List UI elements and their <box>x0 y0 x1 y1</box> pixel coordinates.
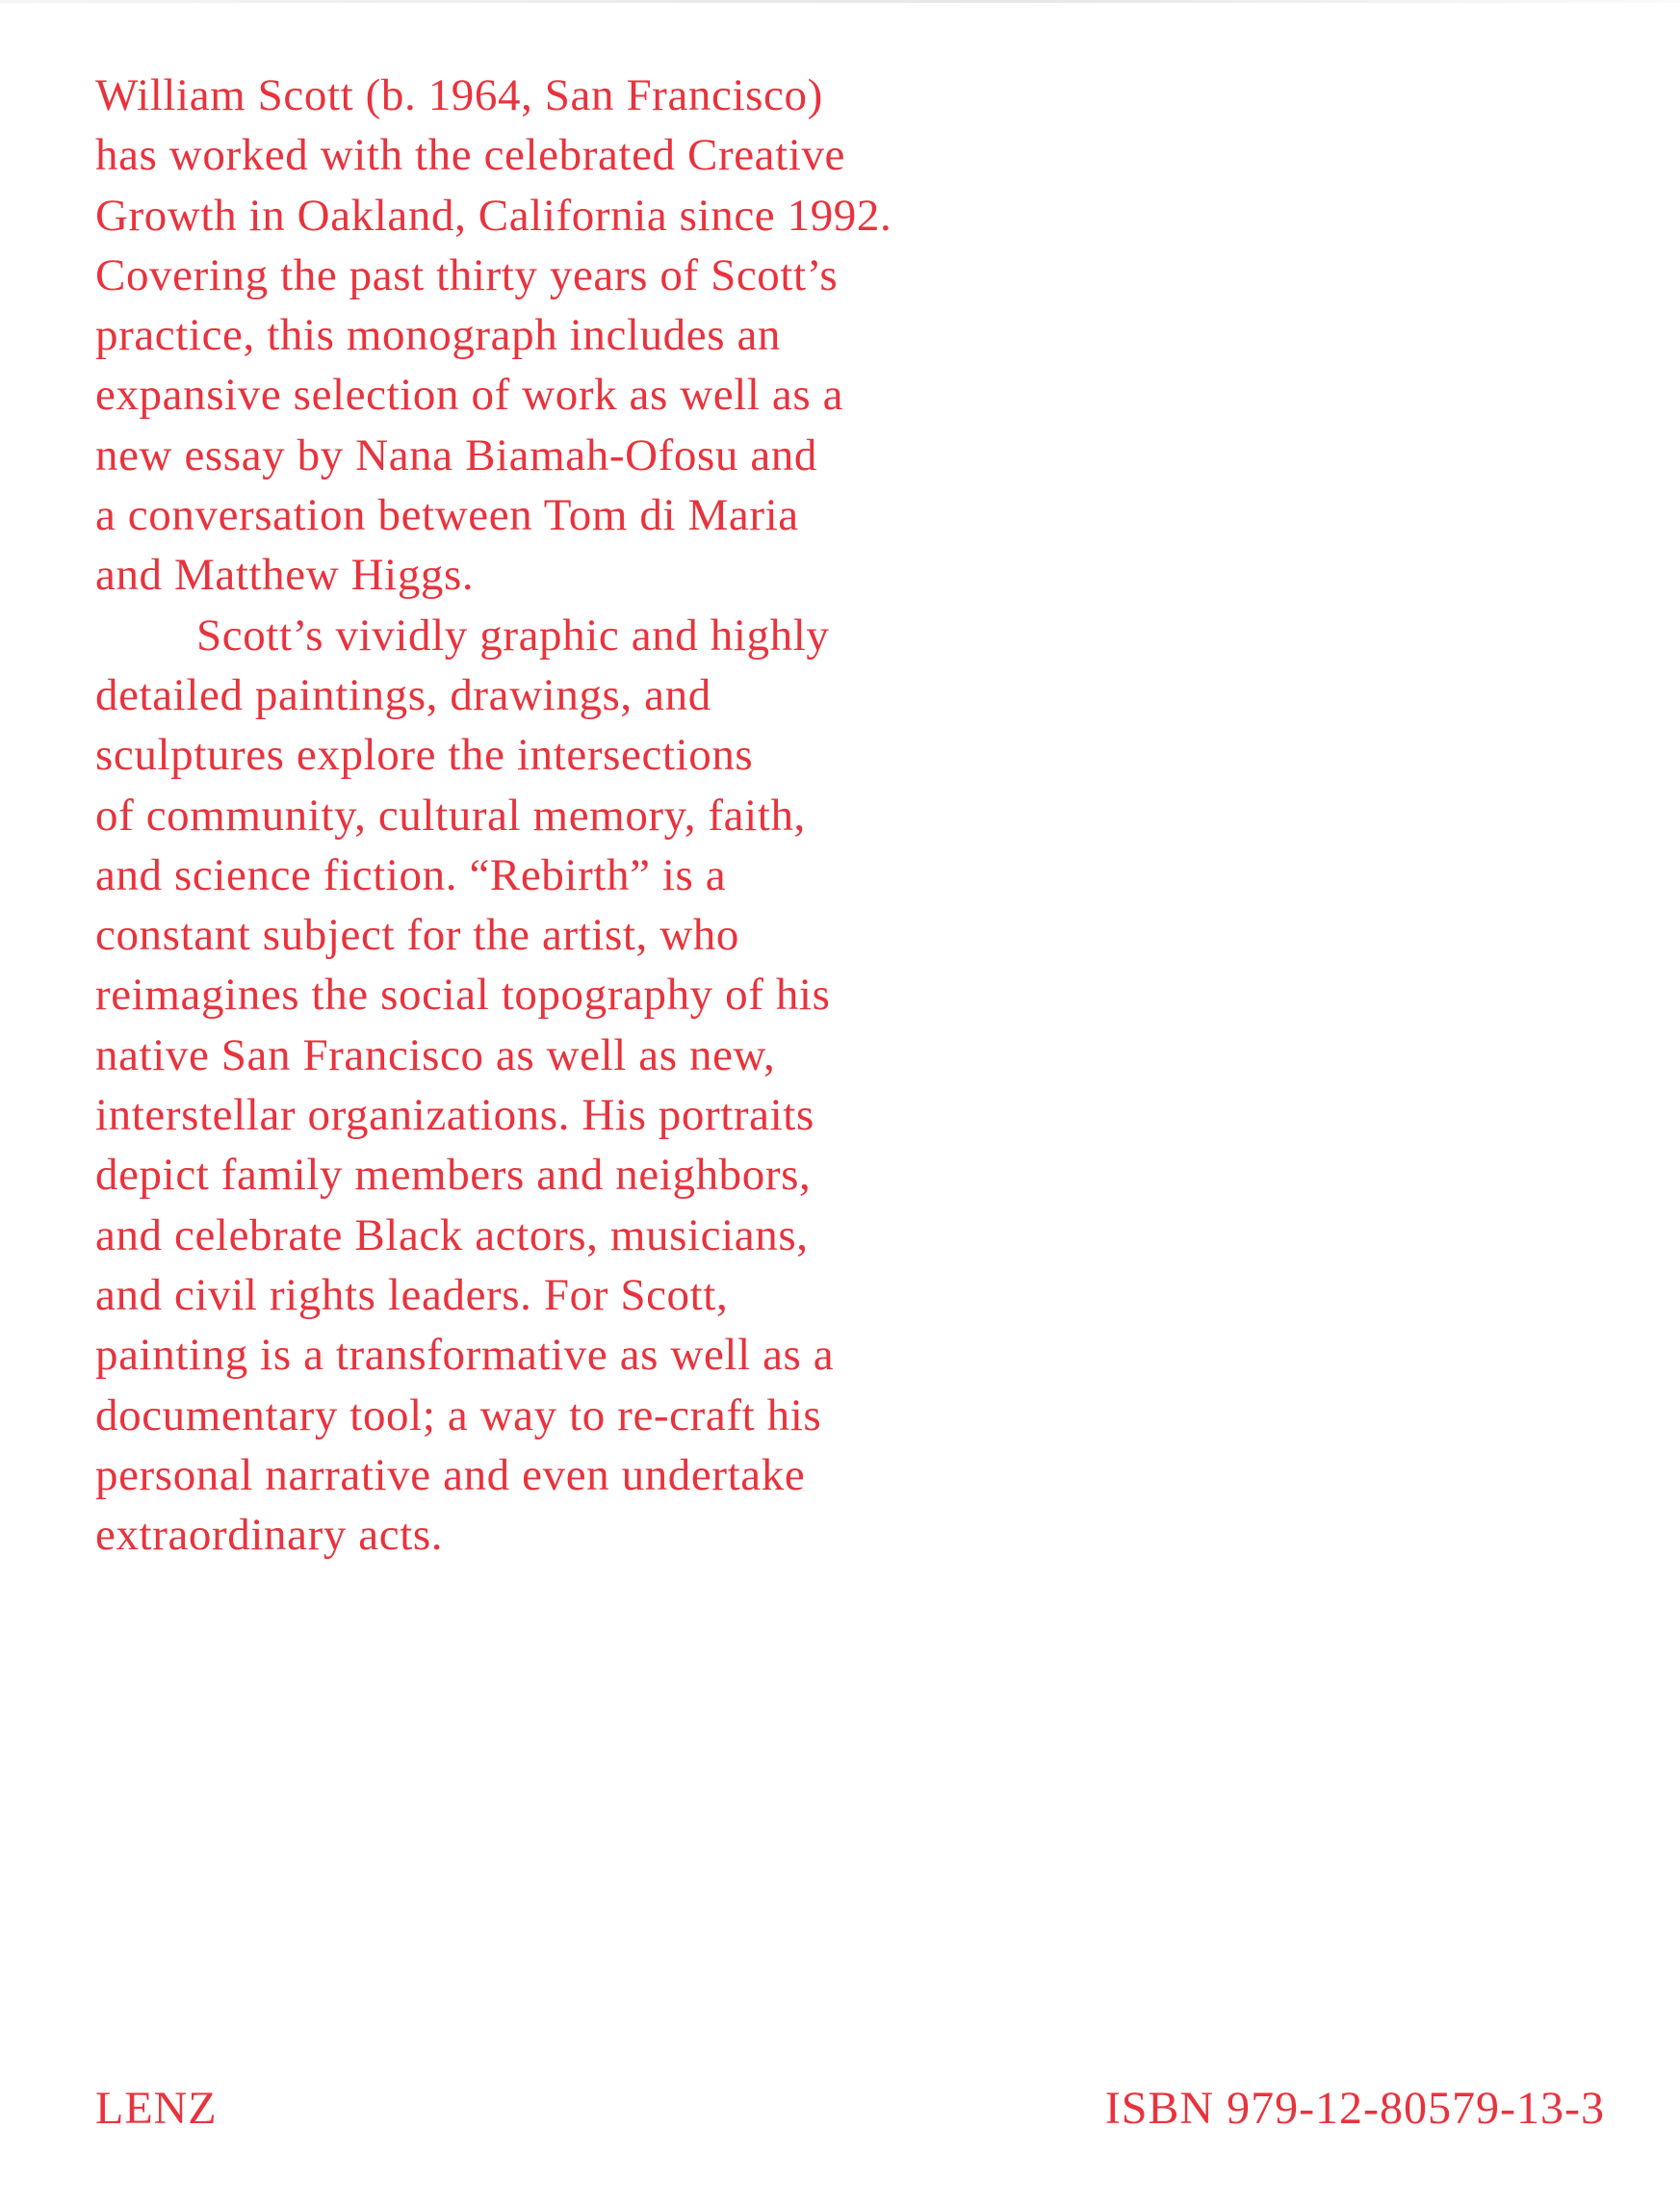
blurb-line: documentary tool; a way to re-craft his <box>95 1389 822 1440</box>
blurb-line: reimagines the social topography of his <box>95 970 831 1021</box>
cover-blurb <box>95 65 1087 1565</box>
blurb-line: Growth in Oakland, California since 1992. <box>95 190 892 241</box>
blurb-line: sculptures explore the intersections <box>95 730 754 781</box>
blurb-line: a conversation between Tom di Maria <box>95 490 799 541</box>
isbn-number: ISBN 979-12-80579-13-3 <box>1104 2083 1605 2134</box>
blurb-line: has worked with the celebrated Creative <box>95 130 846 181</box>
blurb-line: new essay by Nana Biamah-Ofosu and <box>95 429 818 480</box>
blurb-paragraph-1 <box>95 65 1087 606</box>
blurb-line: extraordinary acts. <box>95 1510 444 1561</box>
blurb-line: William Scott (b. 1964, San Francisco) <box>95 70 823 120</box>
blurb-paragraph-2 <box>95 606 1087 1566</box>
blurb-line: personal narrative and even undertake <box>95 1449 806 1500</box>
blurb-line: detailed paintings, drawings, and <box>95 669 711 720</box>
blurb-line: Covering the past thirty years of Scott’s <box>95 249 839 300</box>
blurb-line: and civil rights leaders. For Scott, <box>95 1269 729 1320</box>
blurb-line: and Matthew Higgs. <box>95 550 475 601</box>
blurb-line: expansive selection of work as well as a <box>95 370 844 421</box>
blurb-line: practice, this monograph includes an <box>95 310 782 361</box>
blurb-line: Scott’s vividly graphic and highly <box>196 610 830 661</box>
blurb-line: and science fiction. “Rebirth” is a <box>95 849 727 900</box>
blurb-line: native San Francisco as well as new, <box>95 1029 776 1080</box>
blurb-line: and celebrate Black actors, musicians, <box>95 1209 809 1260</box>
cover-top-edge <box>0 0 1680 3</box>
blurb-line: painting is a transformative as well as a <box>95 1330 835 1381</box>
blurb-line: depict family members and neighbors, <box>95 1150 812 1201</box>
publisher-name: LENZ <box>95 2083 218 2134</box>
blurb-line: of community, cultural memory, faith, <box>95 790 806 841</box>
blurb-line: interstellar organizations. His portraits <box>95 1090 814 1141</box>
blurb-line: constant subject for the artist, who <box>95 910 739 961</box>
